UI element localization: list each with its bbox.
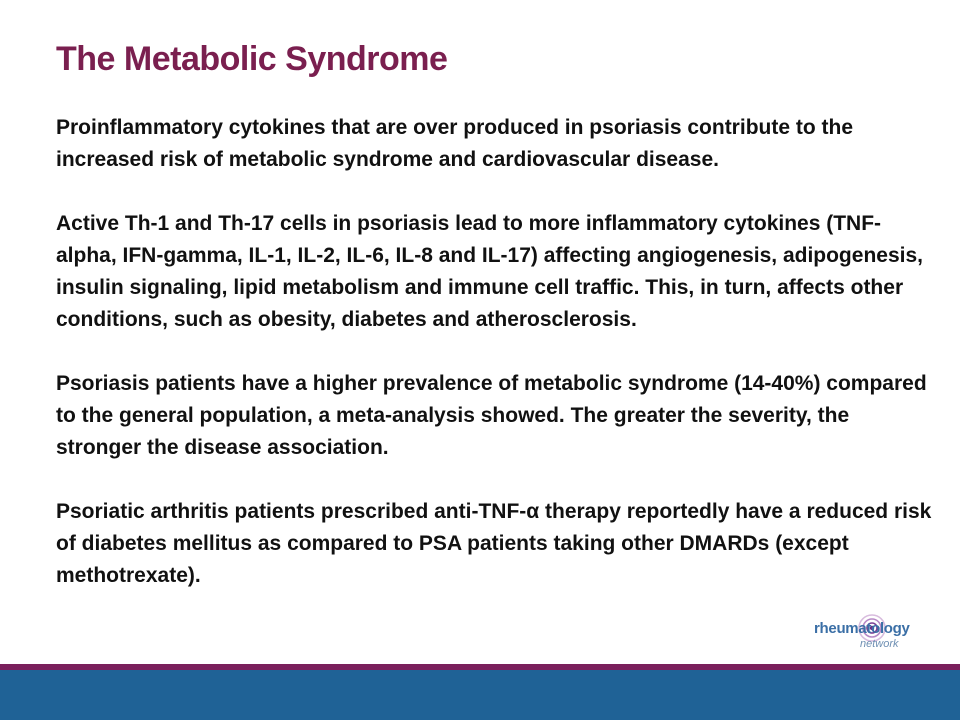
slide-body	[56, 112, 936, 624]
footer-band	[0, 670, 960, 720]
paragraph-anti-tnf: Psoriatic arthritis patients prescribed anti-TNF-α therapy reportedly have a reduced risk of diabetes mellitus as compared to PSA patients taking other DMARDs (except methotrexate).	[56, 500, 932, 587]
logo-wordmark: rheumatology	[814, 620, 910, 637]
paragraph-cytokines: Proinflammatory cytokines that are over produced in psoriasis contribute to the increased risk of metabolic syndrome and cardiovascular disease.	[56, 116, 854, 171]
logo-subtext: network	[860, 638, 899, 650]
paragraph-th-cells: Active Th-1 and Th-17 cells in psoriasis lead to more inflammatory cytokines (TNF-alpha, IFN-gamma, IL-1, IL-2, IL-6, IL-8 and IL-17) affecting angiogenesis, adipogenesis, insulin signaling, lipid metabolism and immune cell traffic. This, in turn, affects other conditions, such as obesity, diabetes and atherosclerosis.	[56, 212, 923, 331]
paragraph-prevalence: Psoriasis patients have a higher prevalence of metabolic syndrome (14-40%) compared to the general population, a meta-analysis showed. The greater the severity, the stronger the disease association.	[56, 372, 927, 459]
rheumatology-network-logo	[814, 612, 930, 652]
slide-title: The Metabolic Syndrome	[56, 40, 448, 78]
